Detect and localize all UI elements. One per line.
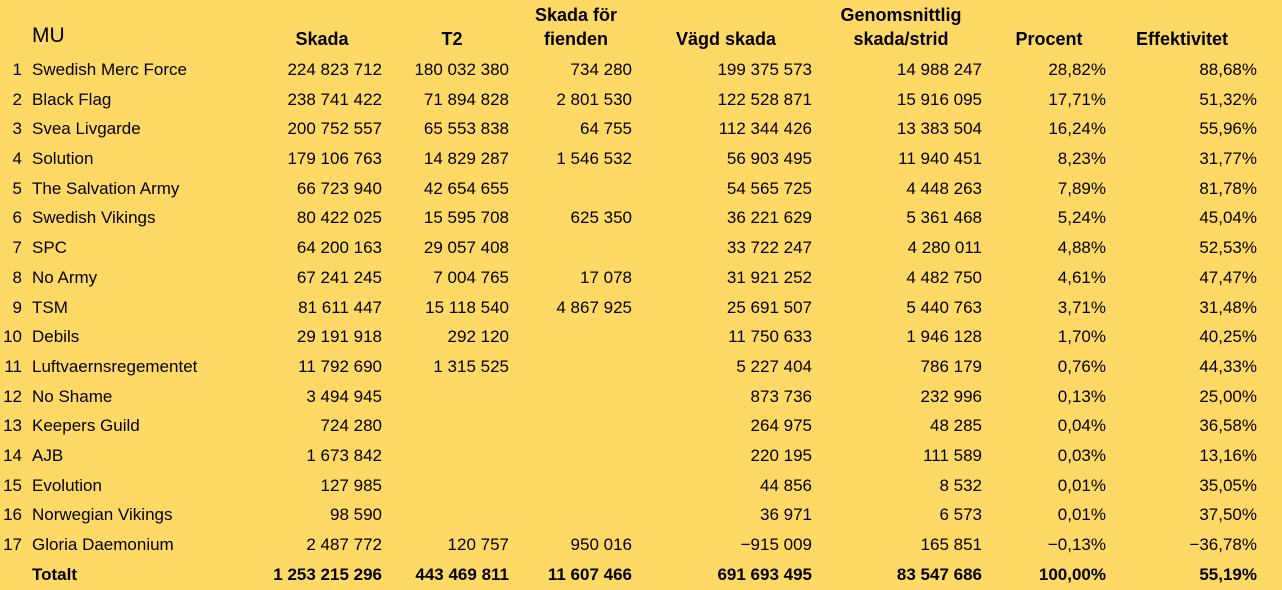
cell-skada-for-fienden: 625 350 xyxy=(570,208,632,228)
row-index: 6 xyxy=(12,208,22,228)
header-vagd-skada: Vägd skada xyxy=(675,29,777,49)
cell-skada: 179 106 763 xyxy=(287,149,382,169)
cell-procent: 5,24% xyxy=(1057,208,1106,228)
cell-vagd-skada: 873 736 xyxy=(750,386,812,406)
cell-t2: 29 057 408 xyxy=(423,238,509,258)
cell-t2: 292 120 xyxy=(447,327,509,347)
row-index: 11 xyxy=(4,356,22,376)
cell-genomsnittlig: 48 285 xyxy=(930,416,982,436)
row-name: Black Flag xyxy=(32,89,112,109)
cell-procent: 0,76% xyxy=(1057,356,1106,376)
cell-effektivitet: 81,78% xyxy=(1199,178,1257,198)
total-vagd-skada: 691 693 495 xyxy=(717,564,812,584)
cell-t2: 120 757 xyxy=(447,535,509,554)
header-skada-for-fienden-line2: fienden xyxy=(543,29,609,49)
cell-skada: 66 723 940 xyxy=(296,178,382,198)
cell-procent: 7,89% xyxy=(1057,178,1106,198)
row-name: Norwegian Vikings xyxy=(32,505,173,525)
table-row xyxy=(0,114,1282,144)
table-row xyxy=(0,500,1282,530)
total-skada: 1 253 215 296 xyxy=(273,564,382,584)
row-index: 15 xyxy=(3,475,22,495)
cell-genomsnittlig: 4 482 750 xyxy=(906,267,982,287)
cell-effektivitet: 44,33% xyxy=(1199,356,1257,376)
cell-skada: 80 422 025 xyxy=(296,208,382,228)
row-name: SPC xyxy=(32,238,67,258)
cell-skada: 98 590 xyxy=(330,505,382,525)
row-index: 7 xyxy=(12,238,22,258)
cell-t2: 42 654 655 xyxy=(423,178,509,198)
cell-skada: 200 752 557 xyxy=(287,119,382,139)
total-t2: 443 469 811 xyxy=(415,564,509,584)
cell-vagd-skada: 44 856 xyxy=(760,475,812,495)
header-skada-for-fienden-line1: Skada för xyxy=(534,5,618,25)
cell-effektivitet: 31,77% xyxy=(1199,149,1257,169)
total-skada-for-fienden: 11 607 466 xyxy=(547,564,632,584)
cell-effektivitet: 31,48% xyxy=(1199,297,1257,317)
cell-effektivitet: 55,96% xyxy=(1199,119,1257,139)
cell-procent: 0,03% xyxy=(1057,445,1106,465)
table-row xyxy=(0,203,1282,233)
cell-effektivitet: 37,50% xyxy=(1199,505,1257,525)
table-row xyxy=(0,322,1282,352)
row-name: Evolution xyxy=(32,475,102,495)
header-procent: Procent xyxy=(1015,29,1083,49)
cell-skada: 224 823 712 xyxy=(287,60,382,79)
cell-vagd-skada: 54 565 725 xyxy=(726,178,812,198)
cell-procent: 28,82% xyxy=(1048,60,1106,79)
cell-effektivitet: 45,04% xyxy=(1199,208,1257,228)
cell-vagd-skada: 112 344 426 xyxy=(718,119,812,139)
cell-procent: 3,71% xyxy=(1057,297,1106,317)
table-row xyxy=(0,441,1282,471)
cell-skada-for-fienden: 950 016 xyxy=(570,535,632,554)
row-index: 10 xyxy=(3,327,22,347)
cell-genomsnittlig: 13 383 504 xyxy=(896,119,982,139)
row-index: 1 xyxy=(12,60,22,79)
row-index: 5 xyxy=(12,178,22,198)
row-index: 17 xyxy=(3,535,22,554)
table-row xyxy=(0,471,1282,501)
row-name: Gloria Daemonium xyxy=(32,535,174,554)
row-name: No Army xyxy=(32,267,98,287)
cell-procent: 0,13% xyxy=(1057,386,1106,406)
cell-vagd-skada: 122 528 871 xyxy=(717,89,812,109)
cell-skada: 3 494 945 xyxy=(306,386,382,406)
header-effektivitet: Effektivitet xyxy=(1136,29,1229,49)
row-index: 8 xyxy=(12,267,22,287)
cell-vagd-skada: 11 750 633 xyxy=(728,327,812,347)
cell-effektivitet: 25,00% xyxy=(1199,386,1257,406)
cell-effektivitet: 52,53% xyxy=(1199,238,1257,258)
cell-skada: 29 191 918 xyxy=(296,327,382,347)
table-row xyxy=(0,85,1282,115)
cell-vagd-skada: 199 375 573 xyxy=(717,60,812,79)
cell-t2: 15 595 708 xyxy=(423,208,509,228)
cell-skada: 127 985 xyxy=(320,475,382,495)
cell-skada: 67 241 245 xyxy=(296,267,382,287)
table-row xyxy=(0,55,1282,85)
header-t2: T2 xyxy=(441,29,463,49)
cell-genomsnittlig: 15 916 095 xyxy=(896,89,982,109)
cell-effektivitet: 13,16% xyxy=(1199,445,1257,465)
row-index: 14 xyxy=(3,445,22,465)
cell-genomsnittlig: 786 179 xyxy=(920,356,982,376)
cell-skada: 724 280 xyxy=(320,416,382,436)
cell-procent: 4,61% xyxy=(1057,267,1106,287)
cell-t2: 180 032 380 xyxy=(414,60,509,79)
cell-vagd-skada: −915 009 xyxy=(740,535,812,554)
cell-effektivitet: 40,25% xyxy=(1199,327,1257,347)
table-row xyxy=(0,293,1282,323)
row-index: 4 xyxy=(12,149,22,169)
table-row xyxy=(0,382,1282,412)
cell-genomsnittlig: 8 532 xyxy=(939,475,982,495)
cell-skada: 2 487 772 xyxy=(306,535,382,554)
cell-t2: 7 004 765 xyxy=(433,267,509,287)
total-genomsnittlig: 83 547 686 xyxy=(896,564,982,584)
cell-procent: 1,70% xyxy=(1057,327,1106,347)
cell-t2: 1 315 525 xyxy=(433,356,509,376)
cell-vagd-skada: 5 227 404 xyxy=(736,356,812,376)
row-name: Svea Livgarde xyxy=(32,119,141,139)
cell-skada-for-fienden: 2 801 530 xyxy=(556,89,632,109)
row-name: Swedish Vikings xyxy=(32,208,156,228)
total-procent: 100,00% xyxy=(1038,564,1106,584)
row-index: 3 xyxy=(12,119,22,139)
cell-procent: 16,24% xyxy=(1048,119,1106,139)
header-genomsnittlig-line2: skada/strid xyxy=(853,29,949,49)
cell-genomsnittlig: 232 996 xyxy=(920,386,982,406)
cell-genomsnittlig: 4 280 011 xyxy=(907,238,982,258)
row-name: Luftvaernsregementet xyxy=(32,356,198,376)
cell-vagd-skada: 264 975 xyxy=(750,416,812,436)
row-name: TSM xyxy=(32,297,68,317)
cell-t2: 15 118 540 xyxy=(425,297,509,317)
cell-genomsnittlig: 1 946 128 xyxy=(906,327,982,347)
cell-vagd-skada: 56 903 495 xyxy=(726,149,812,169)
cell-procent: 0,01% xyxy=(1057,505,1106,525)
table-row xyxy=(0,411,1282,441)
total-effektivitet: 55,19% xyxy=(1199,564,1257,584)
cell-genomsnittlig: 5 440 763 xyxy=(906,297,982,317)
cell-skada: 1 673 842 xyxy=(306,445,382,465)
cell-genomsnittlig: 6 573 xyxy=(939,505,982,525)
cell-skada-for-fienden: 734 280 xyxy=(570,60,632,79)
total-label: Totalt xyxy=(32,564,78,584)
cell-genomsnittlig: 165 851 xyxy=(920,535,982,554)
cell-procent: 0,01% xyxy=(1057,475,1106,495)
header-skada: Skada xyxy=(295,29,349,49)
cell-vagd-skada: 36 971 xyxy=(760,505,812,525)
cell-effektivitet: 47,47% xyxy=(1199,267,1257,287)
cell-t2: 71 894 828 xyxy=(423,89,509,109)
row-name: Keepers Guild xyxy=(32,416,140,436)
cell-skada: 238 741 422 xyxy=(287,89,382,109)
row-index: 12 xyxy=(3,386,22,406)
cell-vagd-skada: 33 722 247 xyxy=(726,238,812,258)
cell-vagd-skada: 31 921 252 xyxy=(726,267,812,287)
cell-genomsnittlig: 11 940 451 xyxy=(898,149,982,169)
table-row xyxy=(0,144,1282,174)
cell-procent: 17,71% xyxy=(1048,89,1106,109)
cell-effektivitet: 88,68% xyxy=(1199,60,1257,79)
cell-skada-for-fienden: 64 755 xyxy=(580,119,632,139)
row-name: Solution xyxy=(32,149,94,169)
cell-skada-for-fienden: 17 078 xyxy=(580,267,632,287)
cell-vagd-skada: 36 221 629 xyxy=(726,208,812,228)
cell-skada-for-fienden: 1 546 532 xyxy=(556,149,632,169)
cell-skada: 11 792 690 xyxy=(298,356,382,376)
cell-effektivitet: 35,05% xyxy=(1199,475,1257,495)
cell-effektivitet: −36,78% xyxy=(1189,535,1257,554)
row-index: 16 xyxy=(3,505,22,525)
row-name: Swedish Merc Force xyxy=(32,60,187,79)
row-index: 9 xyxy=(12,297,22,317)
cell-t2: 65 553 838 xyxy=(423,119,509,139)
cell-procent: −0,13% xyxy=(1047,535,1106,554)
cell-procent: 8,23% xyxy=(1057,149,1106,169)
cell-genomsnittlig: 5 361 468 xyxy=(906,208,982,228)
row-name: AJB xyxy=(32,445,64,465)
table-row xyxy=(0,233,1282,263)
cell-vagd-skada: 220 195 xyxy=(750,445,812,465)
header-mu: MU xyxy=(32,24,65,47)
cell-genomsnittlig: 111 589 xyxy=(923,445,982,465)
row-index: 13 xyxy=(3,416,22,436)
row-name: The Salvation Army xyxy=(32,178,180,198)
cell-vagd-skada: 25 691 507 xyxy=(726,297,812,317)
cell-effektivitet: 36,58% xyxy=(1199,416,1257,436)
cell-skada: 64 200 163 xyxy=(296,238,382,258)
table-row xyxy=(0,174,1282,204)
cell-procent: 0,04% xyxy=(1057,416,1106,436)
cell-skada-for-fienden: 4 867 925 xyxy=(556,297,632,317)
row-index: 2 xyxy=(12,89,22,109)
cell-t2: 14 829 287 xyxy=(423,149,509,169)
row-name: Debils xyxy=(32,327,80,347)
total-row xyxy=(0,560,1282,590)
cell-genomsnittlig: 14 988 247 xyxy=(896,60,982,79)
cell-skada: 81 611 447 xyxy=(298,297,382,317)
cell-effektivitet: 51,32% xyxy=(1199,89,1257,109)
cell-genomsnittlig: 4 448 263 xyxy=(906,178,982,198)
cell-procent: 4,88% xyxy=(1057,238,1106,258)
header-genomsnittlig-line1: Genomsnittlig xyxy=(840,5,962,25)
table-row xyxy=(0,530,1282,560)
table-row xyxy=(0,352,1282,382)
table-row xyxy=(0,263,1282,293)
table-body xyxy=(0,55,1282,589)
row-name: No Shame xyxy=(32,386,113,406)
